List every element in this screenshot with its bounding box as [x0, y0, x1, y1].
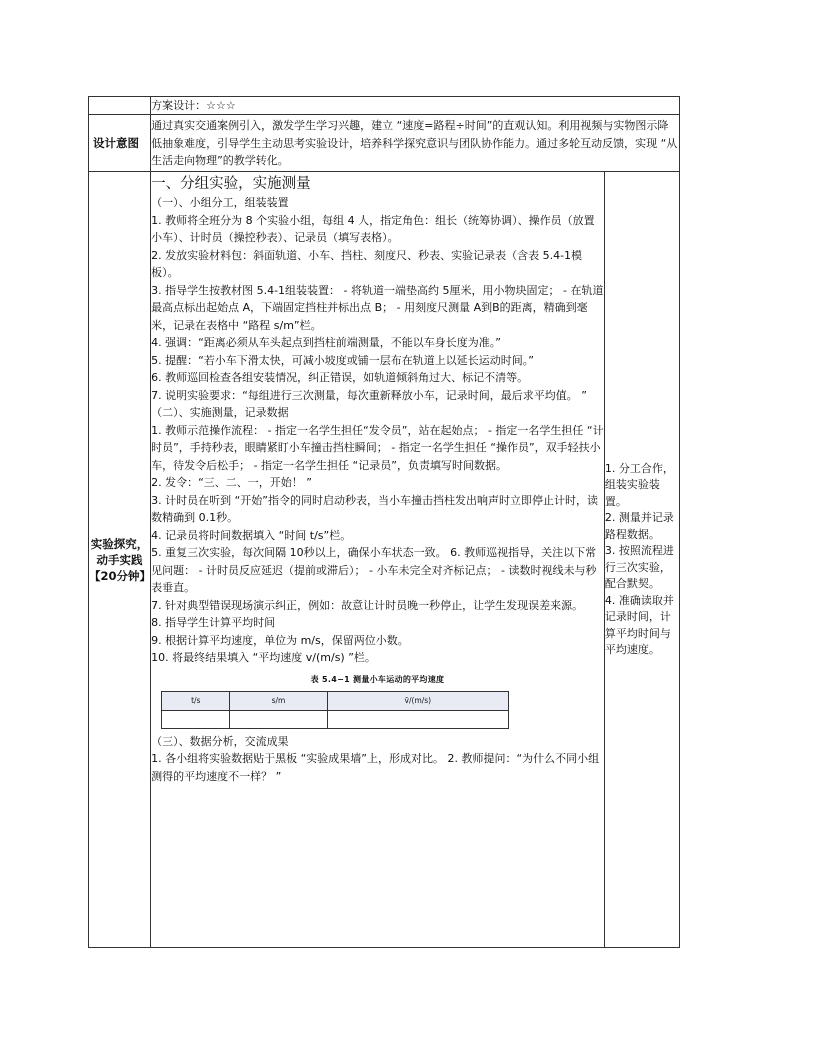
- design-text: 通过真实交通案例引入，激发学生学习兴趣，建立 “速度=路程÷时间”的直观认知。利用视频与实物图示降低抽象难度，引导学生主动思考实验设计，培养科学探究意识与团队协作能力。通过多轮互动反馈，实现 “从生活走向物理”的教学转化。: [151, 115, 680, 172]
- step-item: 6. 教师巡回检查各组安装情况，纠正错误，如轨道倾斜角过大、标记不清等。: [151, 371, 529, 384]
- step-item: 7. 针对典型错误现场演示纠正，例如：故意让计时员晚一秒停止，让学生发现误差来源。: [151, 598, 584, 612]
- subsection-title-1: （一）、小组分工，组装装置: [151, 196, 289, 209]
- subsection-title-2: （二）、实施测量，记录数据: [151, 406, 289, 419]
- design-label: 设计意图: [89, 115, 151, 172]
- time-cell: [162, 710, 230, 728]
- subsection-title-3: （三）、数据分析，交流成果: [151, 734, 289, 748]
- student-activities: [604, 172, 679, 948]
- step-item: 7. 说明实验要求：“每组进行三次测量，每次重新释放小车，记录时间，最后求平均值。 ”: [151, 388, 587, 402]
- step-item: 10. 将最终结果填入 “平均速度 v/(m/s) ”栏。: [151, 651, 376, 664]
- measurement-table-row: [162, 710, 509, 728]
- lesson-plan-table: [88, 96, 680, 948]
- step-item: 4. 强调：“距离必须从车头起点到挡柱前端测量，不能以车身长度为准。”: [151, 336, 501, 349]
- measurement-table-header: [162, 692, 509, 711]
- header-distance: s/m: [230, 692, 327, 711]
- student-activity-item: 3. 按照流程进行三次实验，配合默契。: [604, 544, 674, 590]
- step-item: 1. 教师将全班分为 8 个实验小组，每组 4 人，指定角色：组长（统筹协调）、操作员（放置小车）、计时员（操控秒表）、记录员（填写表格）。: [151, 213, 595, 244]
- student-activity-item: 2. 测量并记录路程数据。: [604, 511, 674, 541]
- step-item: 2. 发令：“三、二、一，开始！ ”: [151, 476, 312, 489]
- section-heading: 一、分组实验，实施测量: [151, 176, 311, 192]
- step-item: 4. 记录员将时间数据填入 “时间 t/s”栏。: [151, 528, 352, 542]
- rating-row: [89, 97, 680, 115]
- data-table-caption: 表 5.4−1 测量小车运动的平均速度: [310, 674, 445, 684]
- header-average-speed: v̄/(m/s): [327, 692, 509, 711]
- header-time: t/s: [162, 692, 230, 711]
- experiment-content: [151, 172, 605, 948]
- step-item: 3. 指导学生按教材图 5.4-1组装装置： - 将轨道一端垫高约 5厘米，用小物块固定； - 在轨道最高点标出起始点 A，下端固定挡柱并标出点 B； - 用刻度尺测量 A到B的距离，精确到毫米，记录在表格中 “路程 s/m”栏。: [151, 283, 604, 332]
- speed-cell: [327, 710, 509, 728]
- step-item: 3. 计时员在听到 “开始”指令的同时启动秒表，当小车撞击挡柱发出响声时立即停止计时，读数精确到 0.1秒。: [151, 493, 598, 524]
- rating-empty-cell: [89, 97, 151, 115]
- step-item: 5. 重复三次实验，每次间隔 10秒以上，确保小车状态一致。 6. 教师巡视指导，关注以下常见问题： - 计时员反应延迟（提前或滞后）； - 小车未完全对齐标记点； - 读数时视线未与秒表垂直。: [151, 546, 597, 594]
- measurement-table: [161, 691, 509, 729]
- student-activity-item: 4. 准确读取并记录时间，计算平均时间与平均速度。: [604, 593, 674, 656]
- experiment-row: [89, 172, 680, 948]
- step-item: 1. 各小组将实验数据贴于黑板 “实验成果墙”上，形成对比。 2. 教师提问：“为什么不同小组测得的平均速度不一样？ ”: [151, 752, 600, 783]
- plan-rating: 方案设计：☆☆☆: [151, 97, 680, 115]
- distance-cell: [230, 710, 327, 728]
- step-item: 2. 发放实验材料包：斜面轨道、小车、挡柱、刻度尺、秒表、实验记录表（含表 5.4-1模板）。: [151, 248, 583, 279]
- design-row: [89, 115, 680, 172]
- step-item: 5. 提醒：“若小车下滑太快，可减小坡度或铺一层布在轨道上以延长运动时间。”: [151, 353, 534, 367]
- step-item: 1. 教师示范操作流程： - 指定一名学生担任“发令员”，站在起始点； - 指定一名学生担任 “计时员”，手持秒表，眼睛紧盯小车撞击挡柱瞬间； - 指定一名学生担任 “操作员”，双手轻扶小车，待发令后松手； - 指定一名学生担任 “记录员”，负责填写时间数据。: [151, 423, 604, 472]
- student-activity-item: 1. 分工合作，组装实验装置。: [604, 461, 674, 508]
- experiment-label: 实验探究，动手实践【20分钟】: [89, 172, 151, 948]
- step-item: 9. 根据计算平均速度，单位为 m/s，保留两位小数。: [151, 633, 409, 647]
- step-item: 8. 指导学生计算平均时间: [151, 616, 276, 629]
